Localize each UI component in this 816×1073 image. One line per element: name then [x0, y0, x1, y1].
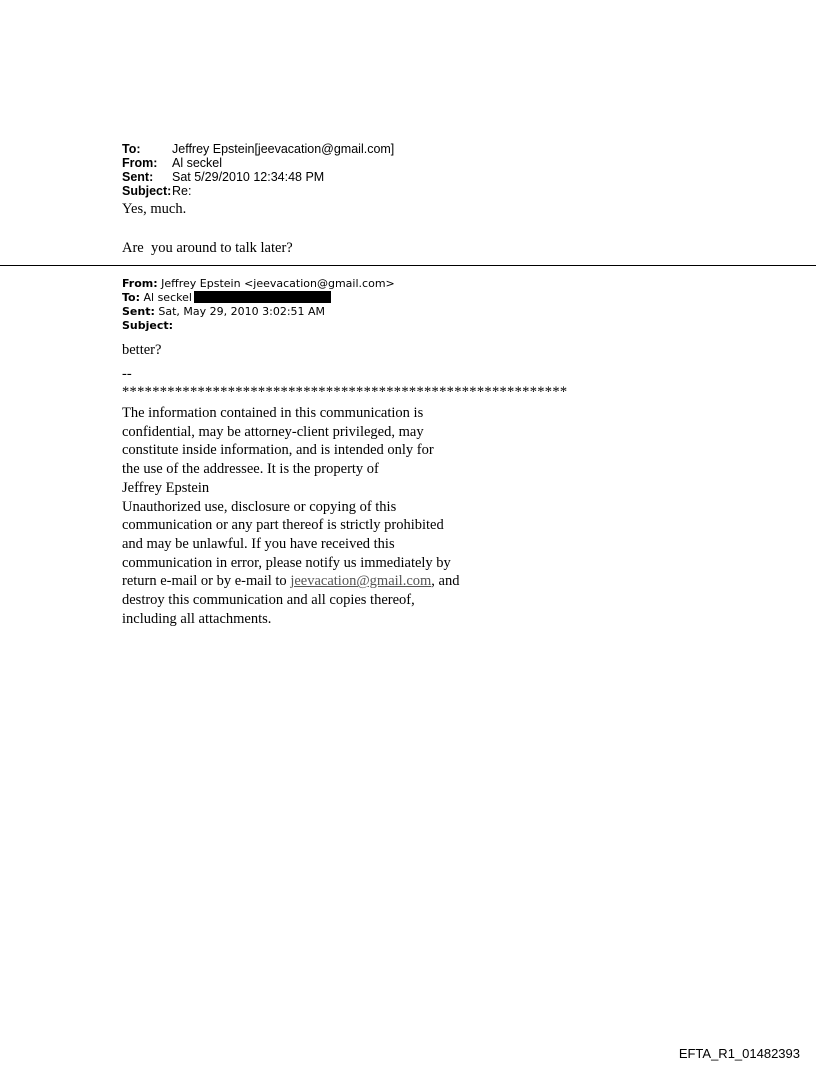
signature-dash: -- — [122, 366, 132, 382]
header-value: Jeffrey Epstein[jeevacation@gmail.com] — [172, 142, 395, 156]
disclaimer-line: The information contained in this communication is — [122, 405, 424, 421]
original-from-row — [122, 277, 395, 291]
disclaimer-line: Unauthorized use, disclosure or copying of this — [122, 498, 397, 515]
original-sent-row — [122, 305, 395, 319]
divider — [0, 265, 816, 266]
email-link[interactable]: jeevacation@gmail.com — [290, 573, 432, 590]
disclaimer-line: Jeffrey Epstein — [122, 479, 210, 496]
document-id: EFTA_R1_01482393 — [678, 1046, 800, 1061]
header-value: Sat 5/29/2010 12:34:48 PM — [172, 170, 325, 184]
header-label: Subject: — [122, 184, 172, 198]
disclaimer-line: and may be unlawful. If you have received this — [122, 535, 395, 552]
disclaimer-line — [122, 572, 592, 591]
disclaimer-line: constitute inside information, and is intended only for — [122, 442, 434, 459]
redaction-box — [194, 291, 331, 303]
disclaimer-line: the use of the addressee. It is the property of — [122, 461, 379, 478]
subject-label: Subject: — [122, 319, 174, 332]
header-value: Al seckel — [172, 156, 223, 170]
asterisk-line: *********************************************************** — [122, 384, 568, 400]
original-body: better? — [122, 342, 162, 358]
reply-body-line: Are you around to talk later? — [122, 240, 293, 256]
from-value: Jeffrey Epstein <jeevacation@gmail.com> — [161, 277, 395, 290]
disclaimer-line: destroy this communication and all copies thereof, — [122, 592, 415, 609]
original-to-row — [122, 291, 395, 305]
sent-label: Sent: — [122, 305, 155, 318]
disclaimer-line: including all attachments. — [122, 610, 272, 627]
to-label: To: — [122, 291, 140, 304]
reply-header — [122, 142, 394, 198]
header-sent — [122, 170, 394, 184]
disclaimer-line: confidential, may be attorney-client privileged, may — [122, 423, 424, 440]
sent-value: Sat, May 29, 2010 3:02:51 AM — [158, 305, 326, 318]
to-value: Al seckel — [143, 291, 192, 304]
reply-body-line: Yes, much. — [122, 201, 187, 217]
header-label: Sent: — [122, 170, 154, 184]
header-from — [122, 156, 394, 170]
header-label: To: — [122, 142, 141, 156]
header-to — [122, 142, 394, 156]
disclaimer — [122, 404, 592, 628]
header-subject — [122, 184, 394, 198]
original-subject-row — [122, 319, 395, 333]
original-header — [122, 277, 395, 333]
from-label: From: — [122, 277, 158, 290]
header-value: Re: — [172, 184, 192, 198]
header-label: From: — [122, 156, 158, 170]
disclaimer-text: , and — [431, 573, 460, 590]
disclaimer-line: communication or any part thereof is strictly prohibited — [122, 517, 444, 534]
disclaimer-line: communication in error, please notify us immediately by — [122, 554, 451, 571]
disclaimer-text: return e-mail or by e-mail to — [122, 573, 291, 590]
